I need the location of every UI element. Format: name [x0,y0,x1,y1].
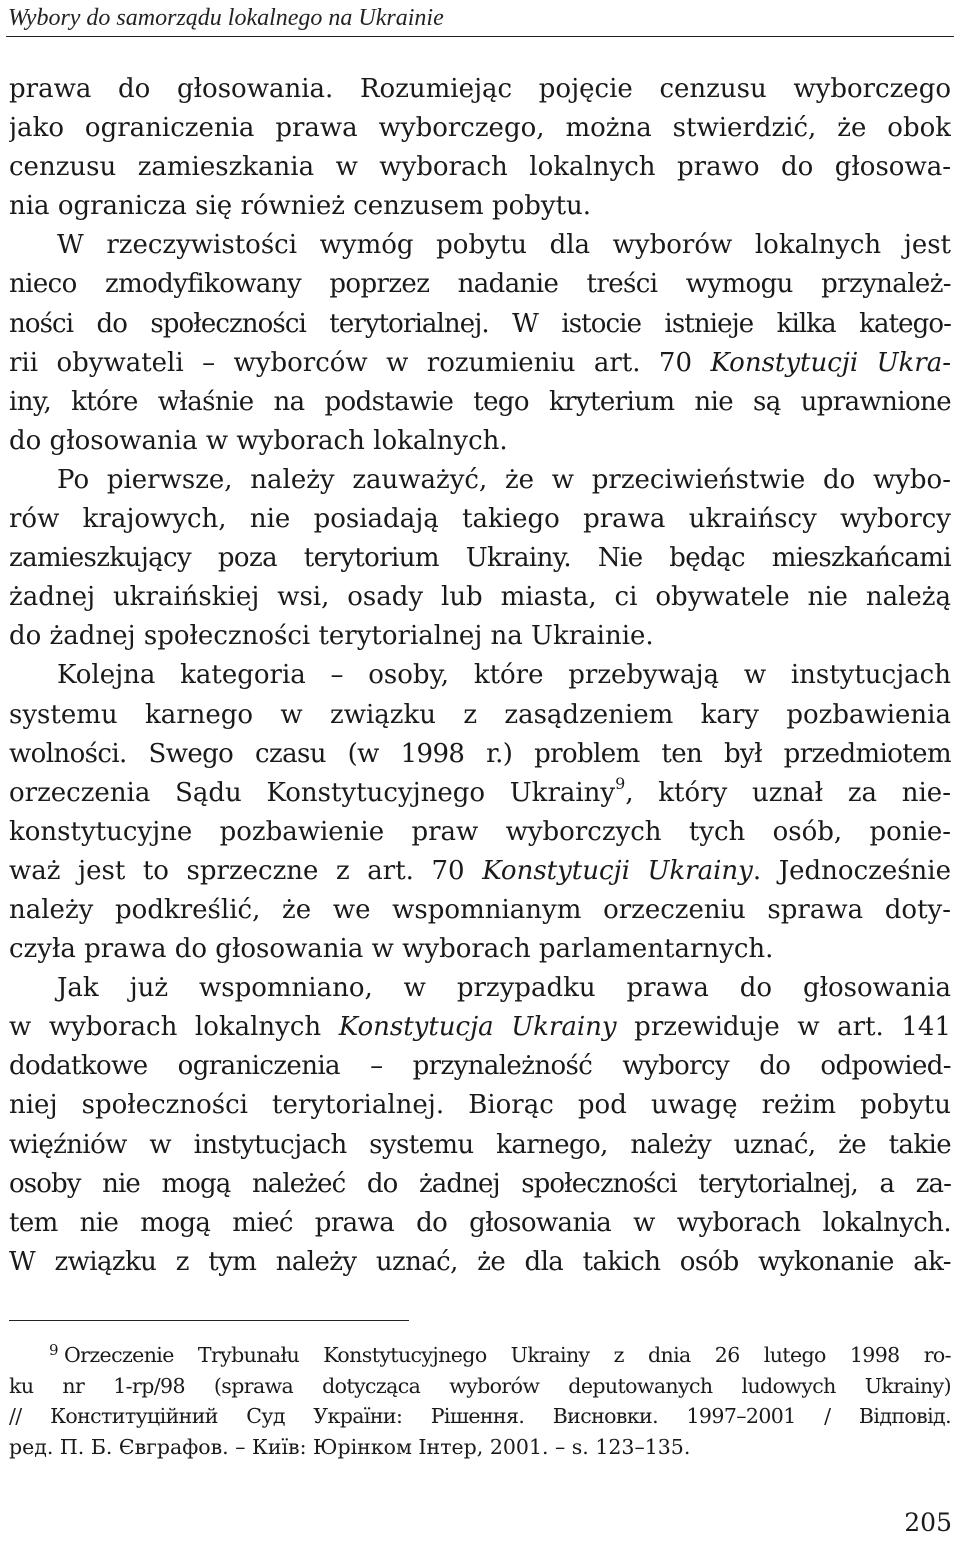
text-line [9,813,951,852]
text-span: wolności. Swego czasu (w 1998 r.) problem ten był przedmiotem [9,738,951,769]
text-line [9,969,951,1008]
text-line [9,656,951,695]
text-span: rii obywateli – wyborców w rozumieniu art. 70 [9,347,693,378]
text-span: // Конституційний Суд України: Рішення. Висновки. 1997–2001 / Відповід. [9,1404,951,1428]
text-span: waż jest to sprzeczne z art. 70 [9,855,465,886]
text-span: do żadnej społeczności terytorialnej na Ukrainie. [9,621,654,652]
text-line [9,1126,951,1165]
footnote-line [9,1401,951,1432]
text-span: iny, które właśnie na podstawie tego kryterium nie są uprawnione [9,386,951,417]
footnote [9,1340,951,1462]
text-line [9,696,951,735]
text-line [9,148,951,187]
text-span: do głosowania w wyborach lokalnych. [9,425,508,456]
text-span: . Jednocześnie [752,855,951,886]
text-span: ności do społeczności terytorialnej. W istocie istnieje kilka katego- [9,308,951,339]
text-line [9,1086,951,1125]
footnote-line [9,1371,951,1402]
text-line [9,226,951,265]
text-span: przewiduje w art. 141 [634,1012,951,1043]
text-span: dodatkowe ograniczenia – przynależność wyborcy do odpowied- [9,1051,951,1082]
text-span: ред. П. Б. Євграфов. – Київ: Юрінком Інтер, 2001. – s. 123–135. [9,1434,691,1459]
citation-title: Konstytucji Ukrainy [482,855,753,886]
text-span: Po pierwsze, należy zauważyć, że w przeciwieństwie do wybo- [57,464,951,495]
text-line [9,305,951,344]
footnote-reference[interactable]: 9 [615,773,626,793]
text-line [9,461,951,500]
text-line [9,383,951,422]
citation-title: Konstytucja Ukrainy [338,1012,617,1043]
text-line [9,500,951,539]
text-span: zamieszkujący poza terytorium Ukrainy. Nie będąc mieszkańcami [9,543,951,574]
text-span: Kolejna kategoria – osoby, które przebywają w instytucjach [57,660,951,691]
footnote-mark: 9 [49,1341,58,1359]
text-span: tem nie mogą mieć prawa do głosowania w wyborach lokalnych. [9,1207,951,1238]
header-rule [6,36,954,37]
text-span: W związku z tym należy uznać, że dla takich osób wykonanie ak- [9,1246,951,1277]
page-number: 205 [904,1508,952,1537]
citation-title: Konstytucji Ukra- [710,347,951,378]
text-span: jako ograniczenia prawa wyborczego, można stwierdzić, że obok [9,113,951,144]
text-line [9,852,951,891]
text-line [9,1204,951,1243]
footnote-line [9,1432,951,1463]
text-span: więźniów w instytucjach systemu karnego, należy uznać, że takie [9,1129,951,1160]
text-span: Jak już wspomniano, w przypadku prawa do głosowania [57,973,951,1004]
text-line [9,1008,951,1047]
text-span: cenzusu zamieszkania w wyborach lokalnych prawo do głosowa- [9,152,951,183]
text-line [9,1243,951,1282]
footnote-separator [9,1320,409,1321]
footnote-line [9,1340,951,1371]
text-line [9,265,951,304]
text-line [9,774,951,813]
body-text [9,70,951,1282]
text-span: systemu karnego w związku z zasądzeniem kary pozbawienia [9,699,951,730]
text-line [9,578,951,617]
text-line [9,422,951,461]
text-span: niej społeczności terytorialnej. Biorąc pod uwagę reżim pobytu [9,1090,951,1121]
text-span: żadnej ukraińskiej wsi, osady lub miasta, ci obywatele nie należą [9,582,951,613]
text-span: W rzeczywistości wymóg pobytu dla wyborów lokalnych jest [57,230,951,261]
text-span: nia ogranicza się również cenzusem pobytu. [9,191,592,222]
text-span: , który uznał za nie- [625,777,951,808]
text-line [9,735,951,774]
text-line [9,930,951,969]
text-line [9,1047,951,1086]
text-line [9,617,951,656]
text-line [9,109,951,148]
text-line [9,344,951,383]
running-header: Wybory do samorządu lokalnego na Ukrainie [8,5,444,31]
text-span: ku nr 1-rp/98 (sprawa dotycząca wyborów deputowanych ludowych Ukrainy) [9,1373,951,1398]
text-span: należy podkreślić, że we wspomnianym orzeczeniu sprawa doty- [9,894,951,925]
text-line [9,1165,951,1204]
text-span: czyła prawa do głosowania w wyborach parlamentarnych. [9,934,774,965]
text-line [9,187,951,226]
text-span: Orzeczenie Trybunału Konstytucyjnego Ukrainy z dnia 26 lutego 1998 ro- [63,1343,951,1367]
text-span: rów krajowych, nie posiadają takiego prawa ukraińscy wyborcy [9,504,951,535]
text-span: nieco zmodyfikowany poprzez nadanie treści wymogu przynależ- [9,269,951,300]
text-line [9,539,951,578]
text-line [9,70,951,109]
text-span: orzeczenia Sądu Konstytucyjnego Ukrainy [9,777,616,808]
text-span: w wyborach lokalnych [9,1012,322,1043]
text-span: osoby nie mogą należeć do żadnej społeczności terytorialnej, a za- [9,1168,951,1199]
text-span: konstytucyjne pozbawienie praw wyborczych tych osób, ponie- [9,816,951,847]
text-line [9,891,951,930]
text-span: prawa do głosowania. Rozumiejąc pojęcie cenzusu wyborczego [9,74,951,104]
